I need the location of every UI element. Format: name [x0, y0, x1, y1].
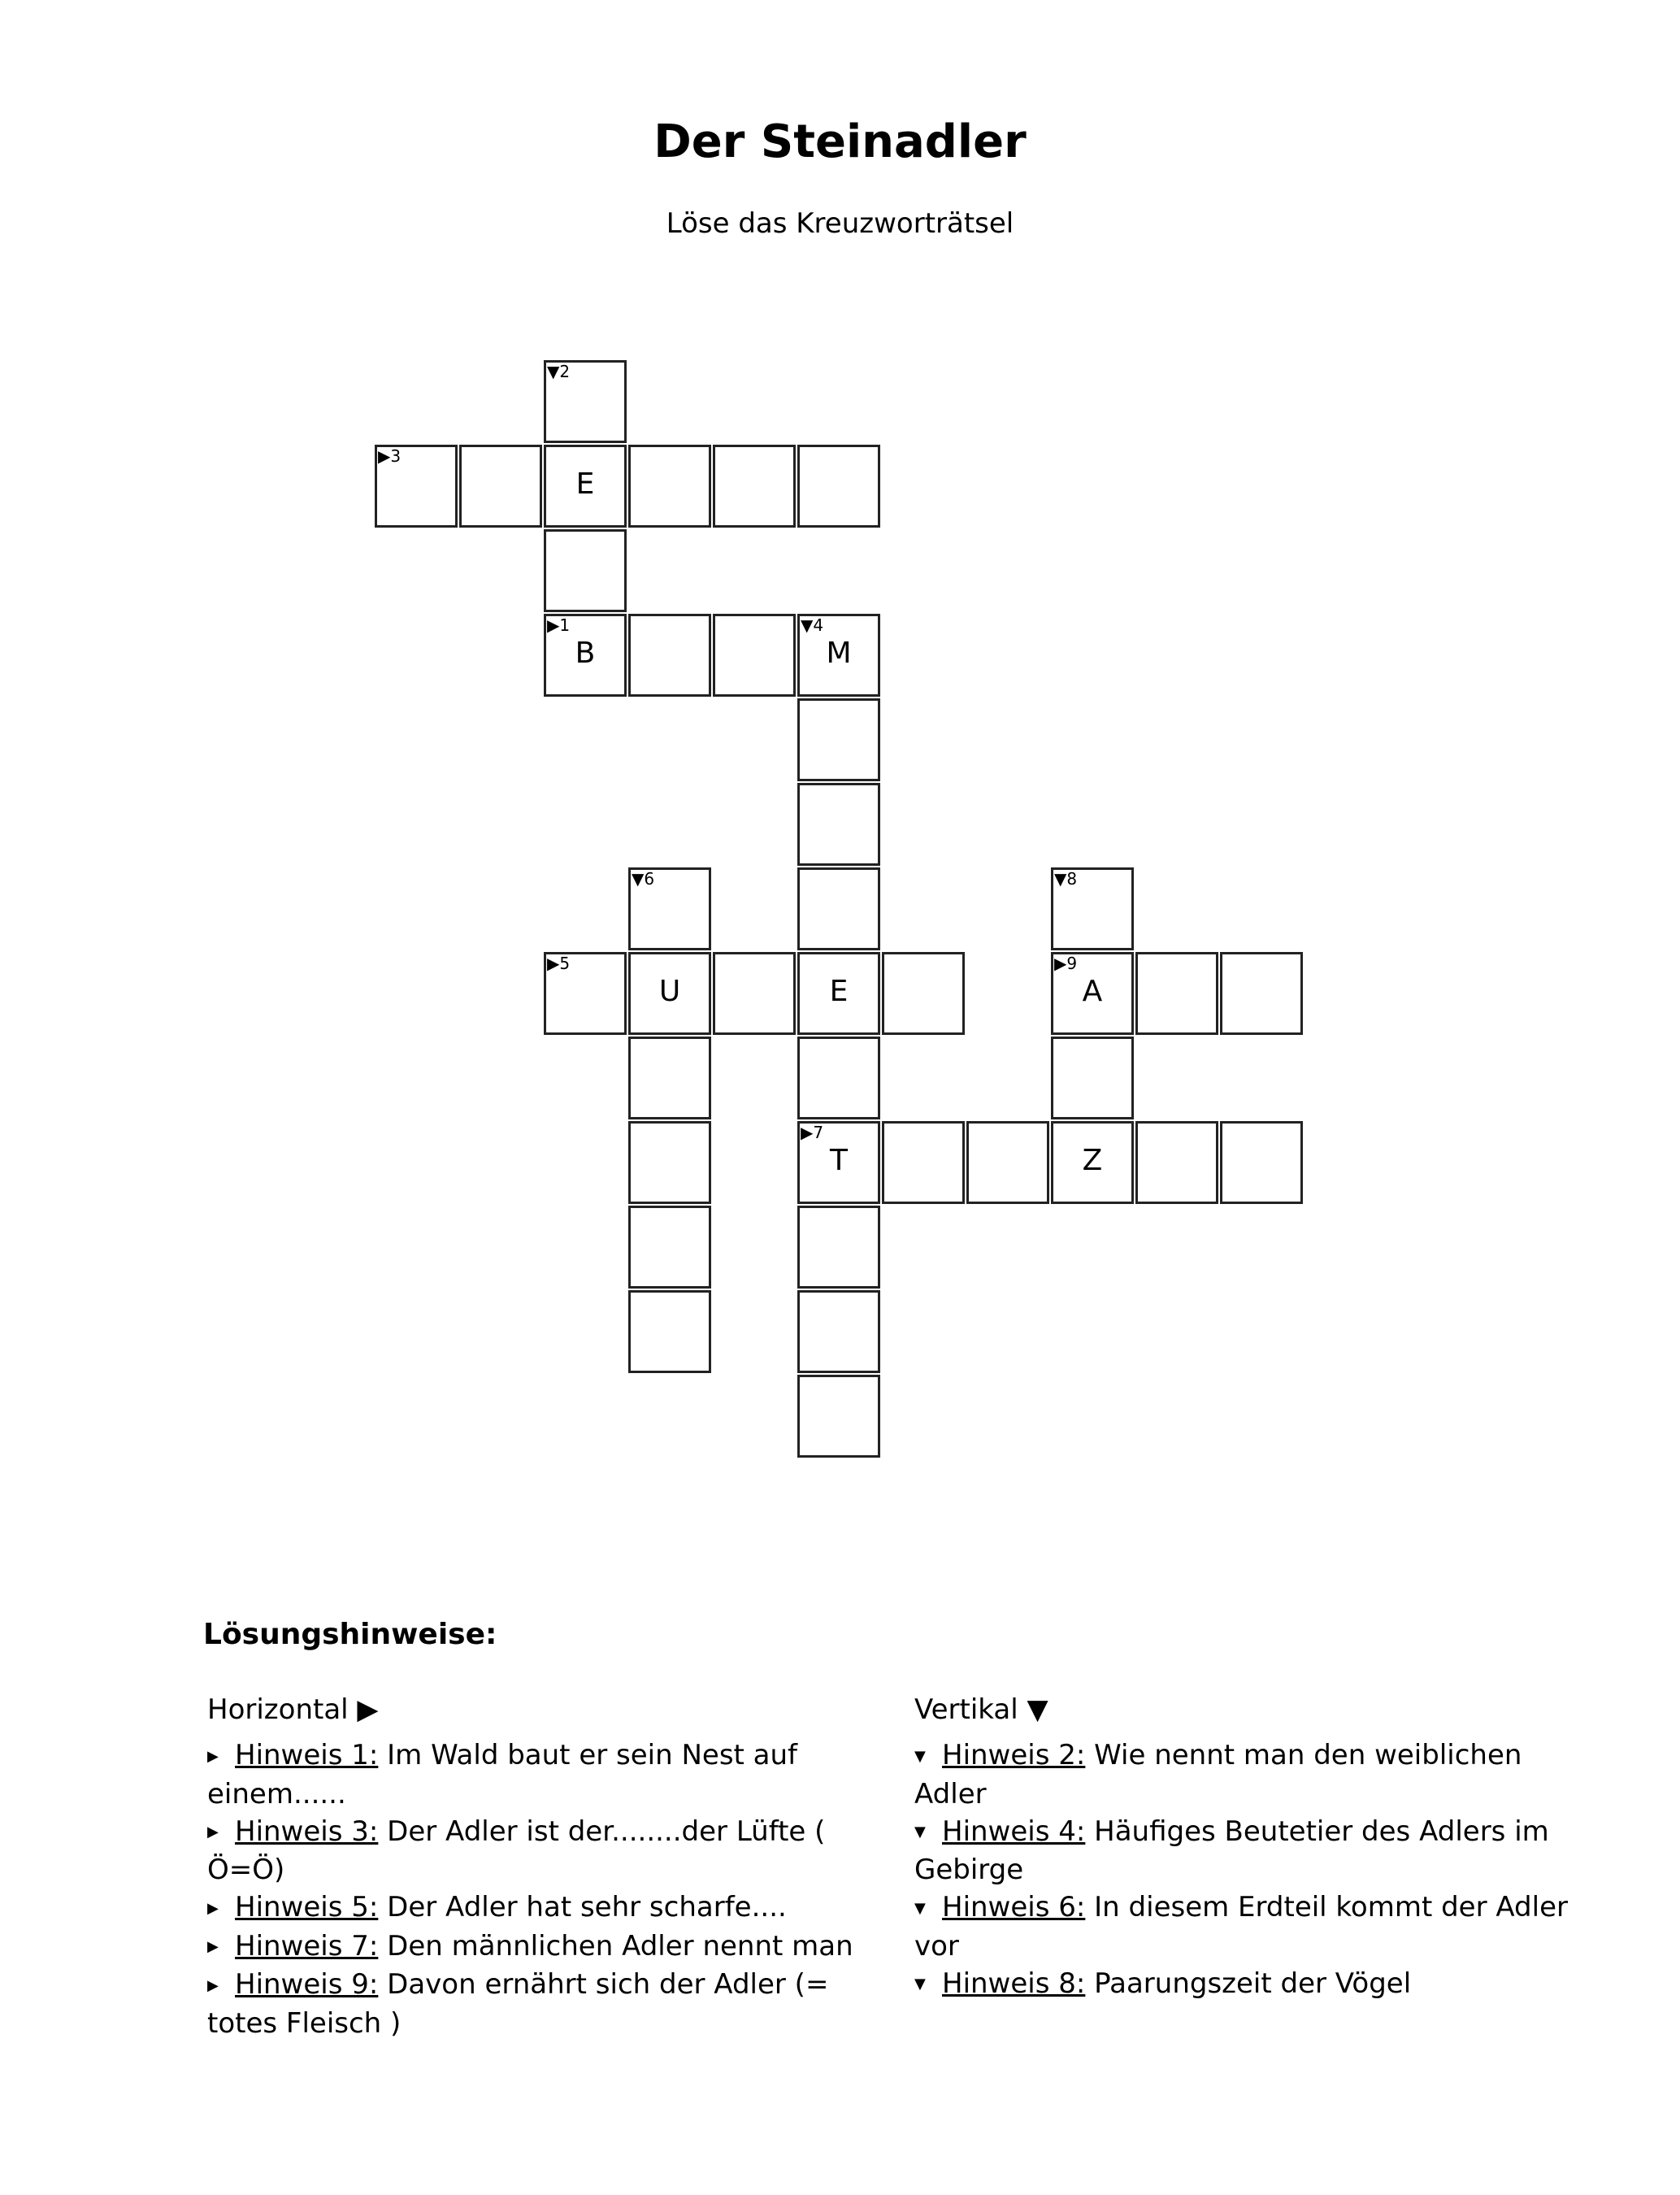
clue-text: Wie nennt man den weiblichen Adler	[914, 1739, 1522, 1810]
clue-label: Hinweis 3:	[235, 1815, 379, 1848]
arrow-right-icon: ▶	[207, 1938, 219, 1955]
clue-label: Hinweis 7:	[235, 1929, 379, 1962]
arrow-right-icon: ▶	[207, 1976, 219, 1994]
crossword-cell[interactable]	[797, 698, 880, 781]
clue-text: Paarungszeit der Vögel	[1085, 1967, 1412, 2000]
crossword-cell[interactable]	[628, 867, 711, 950]
cell-number: ▼2	[547, 362, 571, 381]
cell-number: ▶7	[801, 1123, 824, 1142]
cell-letter: A	[1082, 975, 1103, 1008]
vertical-clues	[914, 1691, 1589, 2003]
crossword-cell[interactable]	[628, 1037, 711, 1119]
crossword-cell[interactable]	[1220, 1121, 1303, 1204]
clue-label: Hinweis 1:	[235, 1739, 379, 1771]
arrow-down-icon: ▼	[914, 1899, 926, 1917]
crossword-cell[interactable]	[628, 1206, 711, 1289]
clue-text: Häufiges Beutetier des Adlers im Gebirge	[914, 1815, 1549, 1886]
clue-item	[207, 1889, 874, 1928]
crossword-cell[interactable]	[966, 1121, 1049, 1204]
cell-letter: B	[575, 637, 596, 670]
crossword-cell[interactable]	[797, 614, 880, 697]
clue-text: Der Adler hat sehr scharfe....	[378, 1891, 787, 1923]
arrow-right-icon: ▶	[207, 1899, 219, 1917]
crossword-cell[interactable]	[1220, 952, 1303, 1035]
clue-text: Den männlichen Adler nennt man	[378, 1929, 853, 1962]
cell-number: ▶1	[547, 615, 571, 635]
crossword-cell[interactable]	[713, 445, 796, 528]
crossword-cell[interactable]	[797, 867, 880, 950]
crossword-cell[interactable]	[628, 952, 711, 1035]
crossword-cell[interactable]	[1135, 952, 1218, 1035]
clue-text: Der Adler ist der........der Lüfte ( Ö=Ö)	[207, 1815, 826, 1886]
horizontal-heading: Horizontal ▶	[207, 1693, 379, 1726]
clue-label: Hinweis 5:	[235, 1891, 379, 1923]
clue-item	[207, 1966, 874, 2042]
horizontal-clues	[207, 1691, 874, 2042]
page-title: Der Steinadler	[653, 115, 1027, 168]
crossword-cell[interactable]	[628, 1121, 711, 1204]
crossword-cell[interactable]	[882, 952, 965, 1035]
cell-number: ▶5	[547, 954, 571, 973]
cell-number: ▼6	[632, 869, 655, 889]
cell-number: ▼8	[1054, 869, 1078, 889]
clue-item	[207, 1813, 874, 1889]
solution-heading: Lösungshinweise:	[203, 1618, 497, 1651]
crossword-cell[interactable]	[797, 1375, 880, 1458]
cell-letter: U	[658, 975, 681, 1008]
crossword-cell[interactable]	[1135, 1121, 1218, 1204]
clue-item	[914, 1813, 1589, 1889]
clue-item	[914, 1965, 1589, 2004]
arrow-right-icon: ▶	[207, 1747, 219, 1765]
crossword-cell[interactable]	[882, 1121, 965, 1204]
vertical-heading: Vertikal ▼	[914, 1693, 1048, 1726]
clue-text: In diesem Erdteil kommt der Adler vor	[914, 1891, 1568, 1962]
crossword-cell[interactable]	[628, 1290, 711, 1373]
clue-item	[207, 1928, 874, 1967]
crossword-cell[interactable]	[797, 1206, 880, 1289]
clue-item	[207, 1736, 874, 1813]
clue-item	[914, 1736, 1589, 1813]
clue-label: Hinweis 2:	[942, 1739, 1086, 1771]
crossword-cell[interactable]	[1051, 867, 1134, 950]
crossword-cell[interactable]	[797, 1037, 880, 1119]
cell-letter: E	[575, 467, 595, 501]
crossword-cell[interactable]	[1051, 1121, 1134, 1204]
crossword-cell[interactable]	[628, 614, 711, 697]
arrow-down-icon: ▼	[914, 1976, 926, 1993]
crossword-cell[interactable]	[375, 445, 458, 528]
crossword-cell[interactable]	[1051, 952, 1134, 1035]
clue-label: Hinweis 6:	[942, 1891, 1086, 1923]
clue-label: Hinweis 4:	[942, 1815, 1086, 1848]
crossword-cell[interactable]	[544, 360, 627, 443]
crossword-cell[interactable]	[459, 445, 542, 528]
crossword-cell[interactable]	[544, 614, 627, 697]
clue-text: Im Wald baut er sein Nest auf einem......	[207, 1739, 798, 1810]
crossword-cell[interactable]	[544, 952, 627, 1035]
arrow-down-icon: ▼	[914, 1747, 926, 1765]
cell-number: ▶3	[378, 446, 402, 466]
crossword-cell[interactable]	[713, 614, 796, 697]
horizontal-clue-list	[207, 1736, 874, 2042]
crossword-cell[interactable]	[628, 445, 711, 528]
crossword-cell[interactable]	[713, 952, 796, 1035]
crossword-cell[interactable]	[797, 445, 880, 528]
vertical-clue-list	[914, 1736, 1589, 2003]
crossword-cell[interactable]	[797, 952, 880, 1035]
cell-letter: Z	[1082, 1144, 1103, 1177]
crossword-cell[interactable]	[797, 1121, 880, 1204]
clue-label: Hinweis 8:	[942, 1967, 1086, 2000]
cell-number: ▼4	[801, 615, 824, 635]
crossword-cell[interactable]	[544, 529, 627, 612]
clue-label: Hinweis 9:	[235, 1968, 379, 2001]
clue-text: Davon ernährt sich der Adler (= totes Fleisch )	[207, 1968, 829, 2040]
cell-letter: T	[830, 1144, 848, 1177]
cell-letter: M	[826, 637, 852, 670]
arrow-right-icon: ▶	[207, 1823, 219, 1841]
clue-item	[914, 1889, 1589, 1965]
arrow-down-icon: ▼	[914, 1823, 926, 1841]
crossword-cell[interactable]	[797, 1290, 880, 1373]
crossword-cell[interactable]	[797, 783, 880, 866]
cell-letter: E	[829, 975, 849, 1008]
crossword-cell[interactable]	[1051, 1037, 1134, 1119]
page-subtitle: Löse das Kreuzworträtsel	[666, 207, 1014, 240]
cell-number: ▶9	[1054, 954, 1078, 973]
crossword-cell[interactable]	[544, 445, 627, 528]
